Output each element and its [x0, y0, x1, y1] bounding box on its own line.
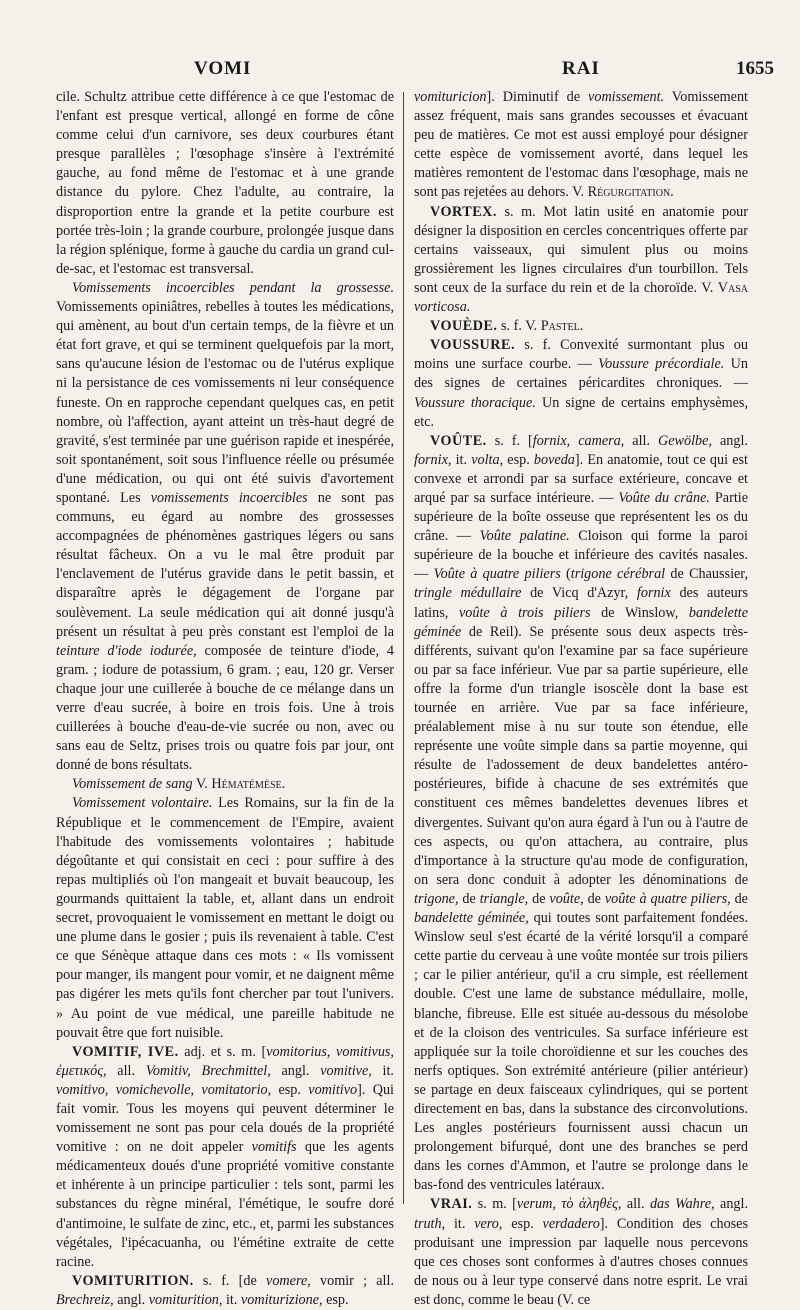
header-left-word: VOMI	[194, 58, 252, 79]
paragraph-estomac: cile. Schultz attribue cette différence à ce que l'estomac de l'enfant est presque vertical, allongé en forme de cône comme celui d'un carnivore, ses deux courbures étant presque parallèles ; l'œsophage s'insère à l'extrémité gauche, au fond même de l'estomac et à une grande distance du pylore. Chez l'adulte, au contraire, la disproportion entre la grande et la petite courbure est portée très-loin ; la grande courbure, prolongée jusque dans la région splénique, forme à gauche du cardia un grand cul-de-sac, et l'estomac est transversal.	[56, 89, 394, 277]
subentry-title: Vomissement volontaire.	[72, 795, 213, 812]
entry-vomiturition: VOMITURITION. s. f. [de vomere, vomir ; all. Brechreiz, angl. vomiturition, it. vomiturizione, esp.	[56, 1272, 394, 1308]
header-right-word: RAI	[562, 58, 600, 79]
headword: VORTEX.	[430, 203, 497, 220]
entry-vomissement-volontaire: Vomissement volontaire. Les Romains, sur la fin de la République et le commencement de l'Empire, avaient l'habitude des vomissements volontaires ; habitude dégoûtante et qui consistait en ceci : pour suffire à des repas multipliés où l'on mangeait et buvait beaucoup, les gourmands quittaient la table, et, allant dans un endroit secret, provoquaient le vomissement en mettant le doigt ou une plume dans le gosier ; puis ils revenaient à table. C'est ce que Sénèque attaque dans ces mots : « Ils vomissent pour manger, ils mangent pour vomir, et ne daignent même pas digérer les mets qu'ils font chercher par tout l'univers. » Au point de vue médical, une pareille habitude ne pouvait être que fort nuisible.	[56, 795, 394, 1041]
left-column	[56, 88, 395, 1308]
page-number: 1655	[736, 58, 774, 79]
headword: VOMITIF, IVE.	[72, 1043, 179, 1060]
entry-vouede: VOUÈDE. s. f. V. Pastel.	[430, 318, 584, 335]
right-column	[414, 88, 749, 1308]
headword: VOÛTE.	[430, 432, 487, 449]
headword: VOUÈDE.	[430, 318, 498, 335]
subentry-title: Vomissement de sang	[72, 776, 193, 793]
subentry-title: Vomissements incoercibles pendant la grossesse.	[72, 279, 394, 296]
cross-reference: V. Hématémèse.	[192, 776, 286, 793]
headword: VOUSSURE.	[430, 337, 516, 354]
cross-reference: Régurgitation.	[587, 184, 674, 201]
entry-vomissements-incoercibles: Vomissements incoercibles pendant la grossesse. Vomissements opiniâtres, rebelles à toutes les médications, qui amènent, au bout d'un certain temps, de la fièvre et un état fort grave, et qui se terminent quelquefois par la mort, sans qu'aucune lésion de l'estomac ou de l'utérus explique ni la persistance de ces vomissements ni leur conséquence funeste. On en rapproche cependant quelques cas, en petit nombre, où l'affection, ayant atteint un très-haut degré de gravité, s'est terminée par une guérison rapide et inespérée, soit spontanément, soit sous l'influence réelle ou présumée d'une médication, ou qui ont été suivis d'avortement spontané. Les vomissements incoercibles ne sont pas communs, eu égard au nombre des grossesses accompagnées de phénomènes gastriques légers ou sans résultat fâcheux. On a vu le mal être produit par l'enclavement de l'utérus gravide dans le petit bassin, et disparaître après le dégagement de l'organe par soulèvement. La seule médication qui ait donné jusqu'à présent un résultat à peu près constant est l'emploi de la teinture d'iode iodurée, composée de teinture d'iode, 4 gram. ; iodure de potassium, 6 gram. ; eau, 120 gr. Verser chaque jour une cuillerée à bouche de ce mélange dans un verre d'eau sucrée, à boire en trois fois. Une à trois cuillerées à bouche d'eau-de-vie sucrée ou non, avec ou sans eau de Seltz, prises trois ou quatre fois par jour, ont donné de bons résultats.	[56, 279, 395, 774]
cross-reference: Pastel.	[540, 318, 584, 335]
column-divider	[403, 92, 404, 1204]
entry-vrai: VRAI. s. m. [verum, τὸ ἀληθές, all. das Wahre, angl. truth, it. vero, esp. verdadero]. Condition des choses produisant une impression par laquelle nous percevons que ces choses sont conformes à d'autres choses connues de nous ou à leur type conservé dans notre esprit. Le vrai est donc, comme le beau (V. ce	[414, 1196, 749, 1308]
entry-vomitif: VOMITIF, IVE. adj. et s. m. [vomitorius, vomitivus, ἐμετικός, all. Vomitiv, Brechmittel, angl. vomitive, it. vomitivo, vomichevolle, vomitatorio, esp. vomitivo]. Qui fait vomir. Tous les moyens qui peuvent déterminer le vomissement ne sont pas pour cela doués de la propriété vomitive : on ne doit appeler vomitifs que les agents médicamenteux doués d'une propriété vomitive constante et inhérente à un principe particulier : tels sont, parmi les substances du règne minéral, l'émétique, le soufre doré d'antimoine, le sulfate de zinc, etc., et, parmi les substances végétales, l'ipécacuanha, ou l'émétine extraite de cette racine.	[56, 1043, 394, 1270]
headword: VRAI.	[430, 1196, 473, 1213]
entry-voute: VOÛTE. s. f. [fornix, camera, all. Gewölbe, angl. fornix, it. volta, esp. boveda]. En anatomie, tout ce qui est convexe et arrondi par sa surface extérieure, concave et arqué par sa surface intérieure. — Voûte du crâne. Partie supérieure de la boîte osseuse que représentent les os du crâne. — Voûte palatine. Cloison qui forme la paroi supérieure de la bouche et inférieure des cavités nasales. — Voûte à quatre piliers (trigone cérébral de Chaussier, tringle médullaire de Vicq d'Azyr, fornix des auteurs latins, voûte à trois piliers de Winslow, bandelette géminée de Reil). Se présente sous deux aspects très-différents, suivant qu'on l'examine par sa face supérieure ou par sa face inférieur. Vue par sa partie supérieure, elle offre la forme d'un triangle isoscèle dont la base est tournée en arrière. Vue par sa face inférieure, préalablement mise à nu sur toute son étendue, elle représente une voûte simple dans sa partie moyenne, qui résulte de l'adossement de deux bandelettes antéro-postérieures, bifide à chacune de ses extrémités que constituent ces mêmes bandelettes devenues libres et divergentes. Suivant qu'on aura égard à l'un ou à l'autre de ces aspects, ou qu'on attachera, au contraire, plus d'importance à la structure qu'au mode de configuration, on sera donc conduit à adopter les dénominations de trigone, de triangle, de voûte, de voûte à quatre piliers, de bandelette géminée, qui toutes sont parfaitement fondées. Winslow seul s'est écarté de la vérité lorsqu'il a comparé cette partie du cerveau à une voûte montée sur trois piliers ; car le pilier antérieur, qu'il a cru simple, est réellement double. C'est une lame de substance médullaire, molle, blanche, fibreuse. Elle est située au-dessous du mésolobe et de la cloison des ventricules. Sa surface inférieure est appliquée sur la toile choroïdienne et sur les couches des nerfs optiques. Son extrémité antérieure (pilier antérieur) se partage en deux faisceaux cylindriques, qui se portent directement en bas, dans la substance des circonvolutions. Les angles postérieurs fournissent aussi chacun un prolongement bifurqué, dont une des branches se perd dans les cornes d'Ammon, et l'autre se prolonge dans le bas-fond des ventricules latéraux.	[414, 432, 749, 1194]
running-header	[0, 58, 800, 86]
entry-vomissement-de-sang	[56, 775, 394, 794]
entry-vortex: VORTEX. s. m. Mot latin usité en anatomie pour désigner la disposition en cercles concentriques offerte par certains vaisseaux, qui simulent plus ou moins grossièrement les lignes circulaires d'un tourbillon. Tels sont ceux de la surface du rein et de la choroïde. V. Vasa vorticosa.	[414, 203, 748, 316]
entry-voussure: VOUSSURE. s. f. Convexité surmontant plus ou moins une surface courbe. — Voussure précordiale. Un des signes de certaines péricardites chroniques. — Voussure thoracique. Un signe de certains emphysèmes, etc.	[414, 337, 749, 430]
headword: VOMITURITION.	[72, 1272, 194, 1289]
entry-vomiturition-continued: vomituricion]. Diminutif de vomissement. Vomissement assez fréquent, mais sans grandes secousses et évacuant peu de matières. Ce mot est aussi employé pour désigner cette espèce de vomissement avorté, dans lequel les matières remontent de l'estomac dans l'œsophage, mais ne sont pas rejetées au dehors. V. Régurgitation.	[414, 89, 748, 201]
